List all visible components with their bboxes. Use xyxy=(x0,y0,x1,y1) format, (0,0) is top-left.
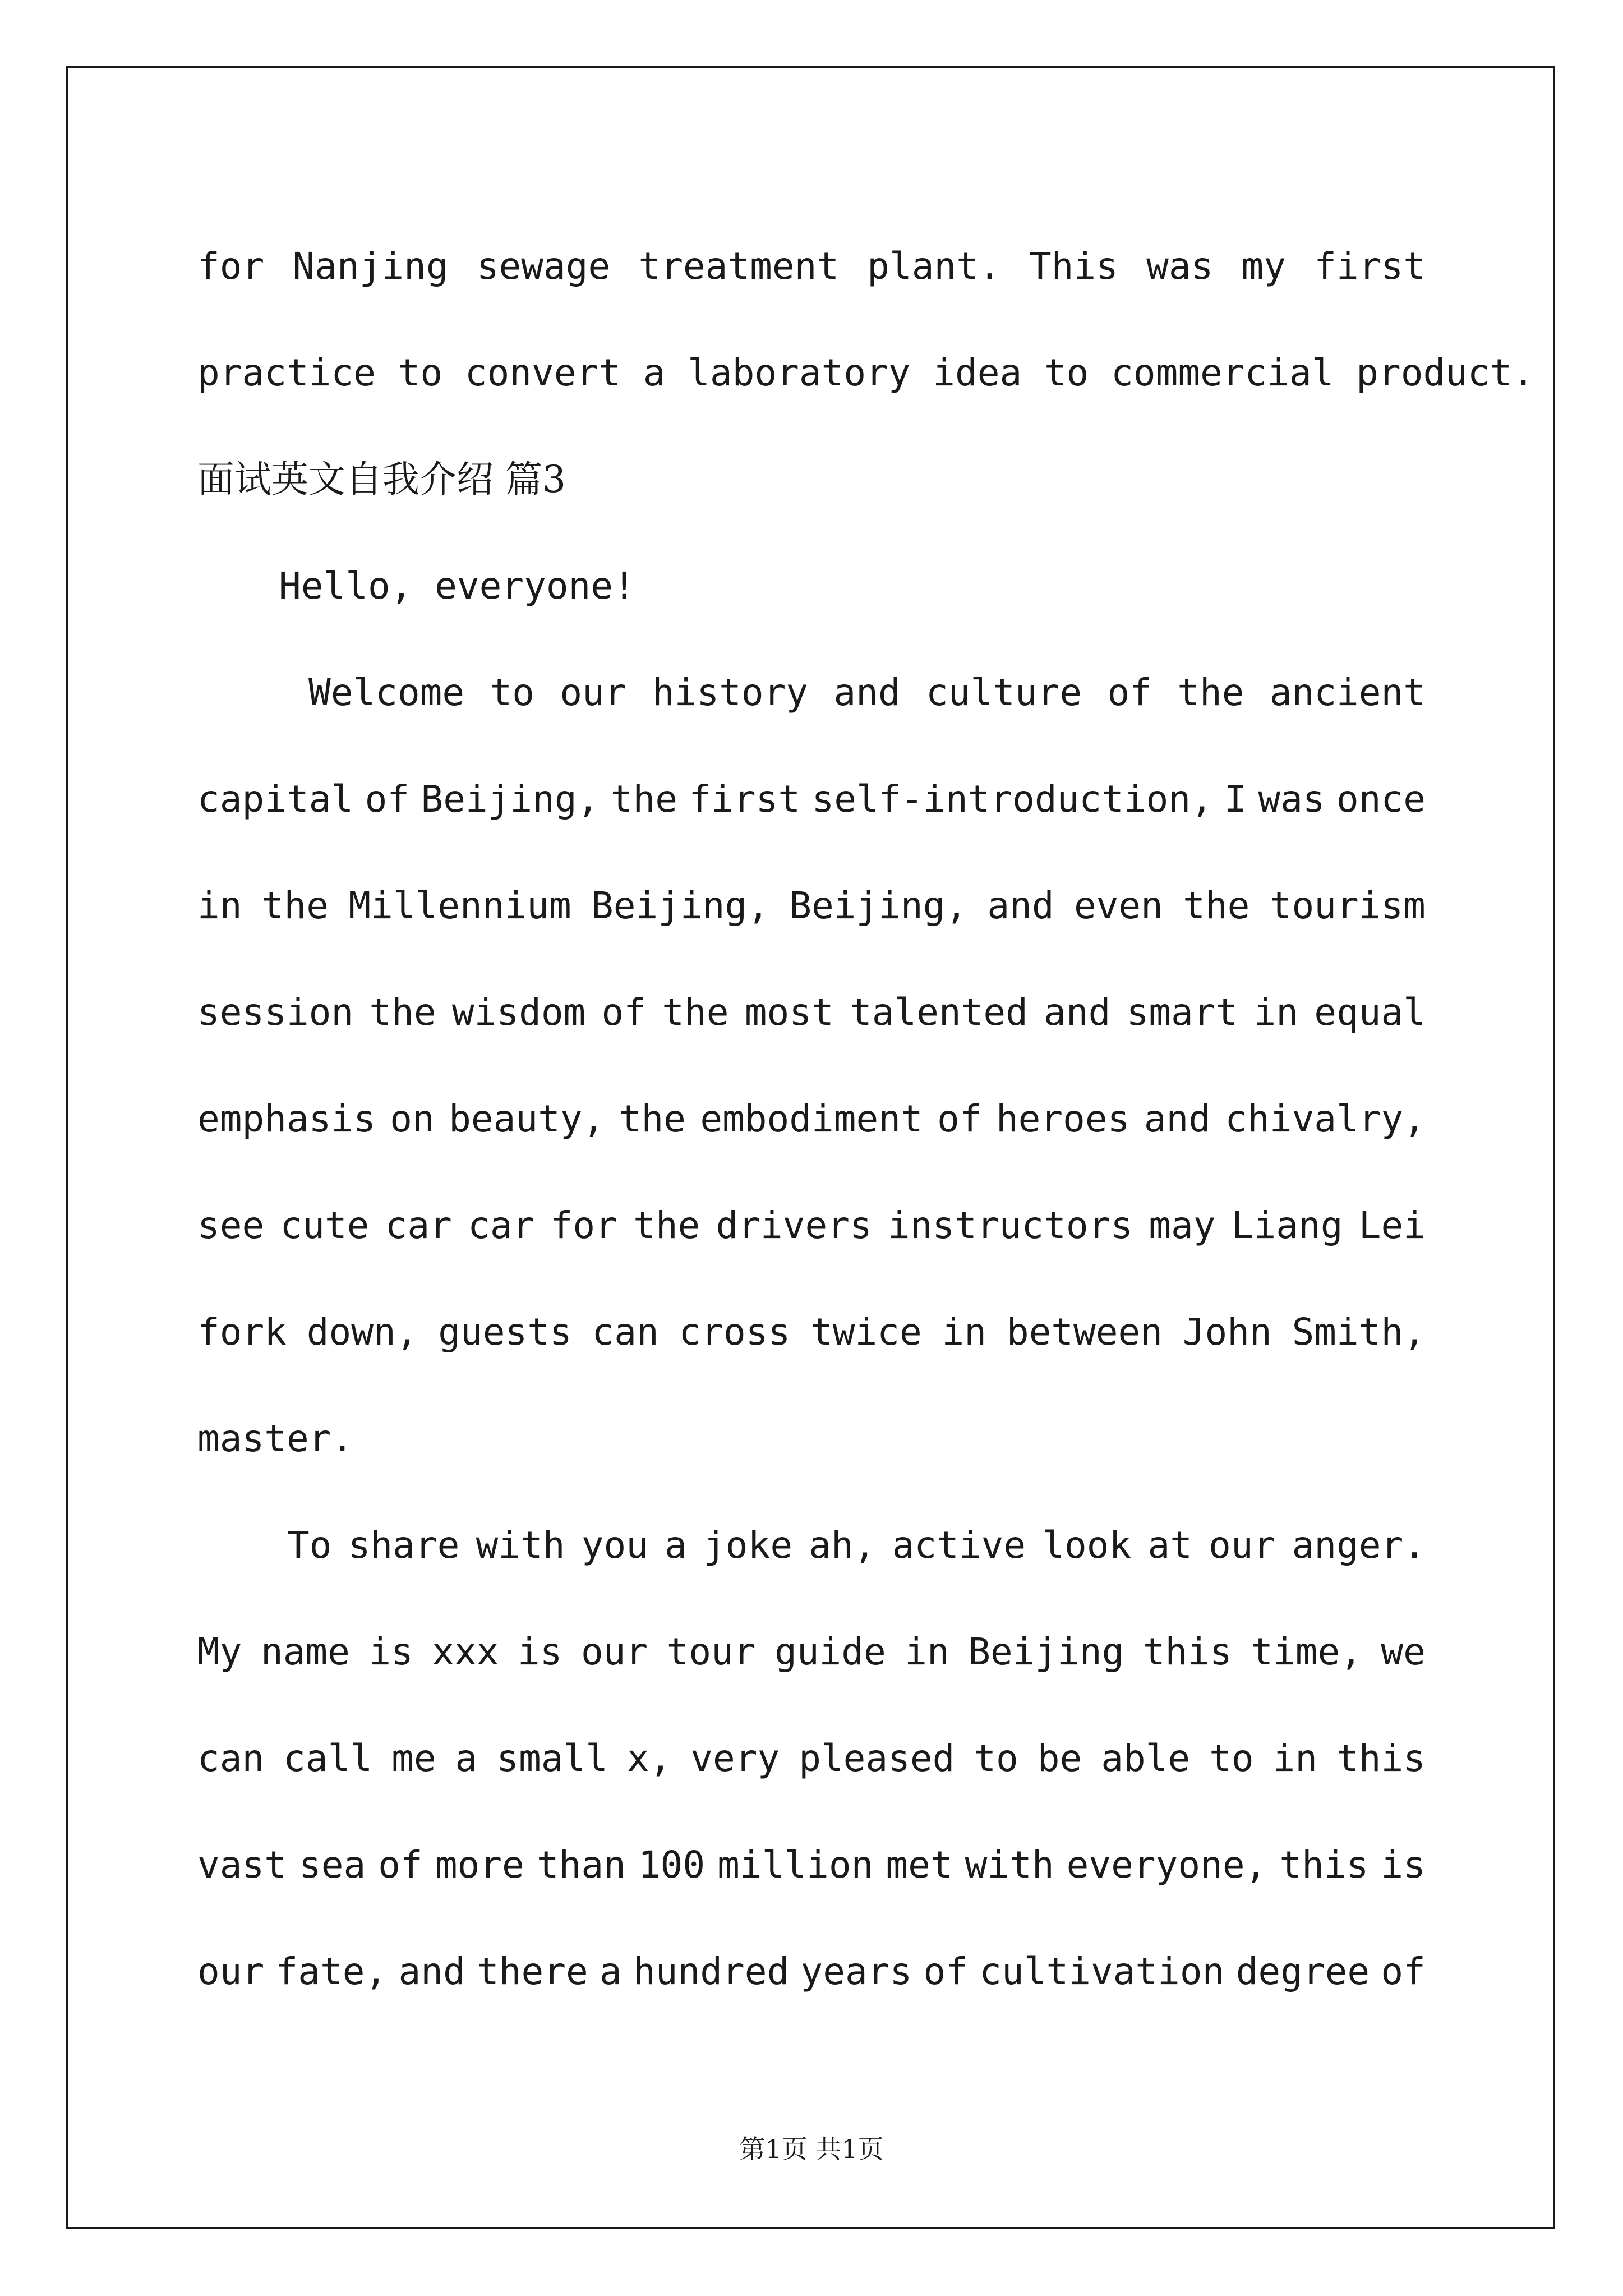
word: John xyxy=(1182,1310,1272,1354)
word: 100 xyxy=(638,1843,706,1887)
word: embodiment xyxy=(700,1097,923,1140)
page-footer: 第1页 共1页 xyxy=(739,2134,884,2164)
word: cultivation xyxy=(979,1950,1225,1993)
word: name xyxy=(260,1630,350,1673)
word: and xyxy=(398,1950,465,1993)
word: talented xyxy=(849,991,1028,1034)
word: beauty, xyxy=(449,1097,605,1140)
word: Millennium xyxy=(348,884,571,927)
word: degree xyxy=(1235,1950,1370,1993)
word: call xyxy=(283,1737,373,1780)
word: more xyxy=(435,1843,524,1887)
word: history xyxy=(652,671,809,714)
word: guests xyxy=(438,1310,572,1354)
text-line xyxy=(197,639,1426,746)
word: smart xyxy=(1126,991,1238,1034)
word: the xyxy=(1183,884,1250,927)
word: is xyxy=(518,1630,562,1673)
word: in xyxy=(1272,1737,1318,1780)
word: of xyxy=(365,777,410,821)
word: self-introduction, xyxy=(811,777,1213,821)
word: than xyxy=(536,1843,626,1887)
word: joke xyxy=(703,1524,793,1567)
word: can xyxy=(197,1737,265,1780)
word: xxx xyxy=(432,1630,499,1673)
word: vast xyxy=(197,1843,287,1887)
word: look xyxy=(1042,1524,1132,1567)
word: our xyxy=(580,1630,648,1673)
text-line xyxy=(197,1812,1426,1918)
word: even xyxy=(1073,884,1163,927)
word: ancient xyxy=(1269,671,1426,714)
word: heroes xyxy=(995,1097,1130,1140)
word: to xyxy=(1209,1737,1254,1780)
word: can xyxy=(592,1310,659,1354)
word: is xyxy=(368,1630,413,1673)
word: was xyxy=(1258,777,1325,821)
word: tourism xyxy=(1269,884,1426,927)
word: car xyxy=(468,1204,535,1247)
word: in xyxy=(1253,991,1298,1034)
word: of xyxy=(1107,671,1152,714)
word: and xyxy=(833,671,901,714)
word: twice xyxy=(810,1310,922,1354)
word: my xyxy=(1241,245,1287,288)
word: Welcome xyxy=(308,671,465,714)
word: our xyxy=(1209,1524,1276,1567)
word: capital xyxy=(197,777,354,821)
word: for xyxy=(197,245,265,288)
word: this xyxy=(1336,1737,1426,1780)
word: a xyxy=(455,1737,478,1780)
word: was xyxy=(1146,245,1214,288)
word: cute xyxy=(280,1204,370,1247)
word: sewage xyxy=(476,245,611,288)
word: met xyxy=(886,1843,953,1887)
word: My xyxy=(197,1630,242,1673)
word: To xyxy=(287,1524,332,1567)
word: instructors xyxy=(887,1204,1133,1247)
word: to xyxy=(974,1737,1018,1780)
word: This xyxy=(1029,245,1118,288)
word: most xyxy=(744,991,834,1034)
text-line xyxy=(197,1599,1426,1705)
word: and xyxy=(1144,1097,1211,1140)
word: of xyxy=(923,1950,968,1993)
word: the xyxy=(369,991,436,1034)
word: our xyxy=(197,1950,265,1993)
word: down, xyxy=(306,1310,418,1354)
word: on xyxy=(390,1097,435,1140)
word: pleased xyxy=(799,1737,955,1780)
word: the xyxy=(633,1204,700,1247)
word: first xyxy=(1314,245,1426,288)
word: fate, xyxy=(275,1950,388,1993)
word: sea xyxy=(299,1843,366,1887)
word: the xyxy=(619,1097,686,1140)
word: and xyxy=(1044,991,1111,1034)
word: Beijing, xyxy=(789,884,968,927)
word: once xyxy=(1336,777,1426,821)
section-heading: 面试英文自我介绍 篇3 xyxy=(197,458,566,501)
word: of xyxy=(601,991,647,1034)
text-line xyxy=(197,213,1426,320)
text-line xyxy=(197,1492,1426,1599)
word: Smith, xyxy=(1292,1310,1426,1354)
word: cross xyxy=(679,1310,791,1354)
word: and xyxy=(987,884,1054,927)
word: between xyxy=(1006,1310,1163,1354)
text-line xyxy=(197,853,1426,959)
word: emphasis xyxy=(197,1097,376,1140)
document-body xyxy=(197,213,1535,2025)
text-line: Hello, everyone! xyxy=(279,564,635,608)
word: of xyxy=(1381,1950,1426,1993)
word: at xyxy=(1147,1524,1192,1567)
word: may xyxy=(1149,1204,1216,1247)
word: be xyxy=(1037,1737,1082,1780)
word: session xyxy=(197,991,354,1034)
word: with xyxy=(965,1843,1054,1887)
word: Liang xyxy=(1231,1204,1343,1247)
word: our xyxy=(560,671,627,714)
word: car xyxy=(385,1204,452,1247)
word: guide xyxy=(774,1630,886,1673)
word: the xyxy=(662,991,729,1034)
text-line xyxy=(197,1918,1426,2025)
word: this xyxy=(1142,1630,1232,1673)
word: fork xyxy=(197,1310,287,1354)
word: plant. xyxy=(867,245,1001,288)
text-line xyxy=(197,959,1426,1066)
word: x, xyxy=(626,1737,672,1780)
text-line xyxy=(197,746,1426,853)
word: in xyxy=(942,1310,987,1354)
word: time, xyxy=(1251,1630,1362,1673)
text-line: master. xyxy=(197,1417,354,1460)
word: to xyxy=(490,671,534,714)
text-line xyxy=(197,1279,1426,1386)
word: is xyxy=(1381,1843,1426,1887)
word: million xyxy=(717,1843,874,1887)
text-line xyxy=(197,1705,1426,1812)
word: see xyxy=(197,1204,265,1247)
word: equal xyxy=(1314,991,1426,1034)
word: drivers xyxy=(716,1204,872,1247)
word: there xyxy=(477,1950,588,1993)
word: a xyxy=(600,1950,622,1993)
text-line: practice to convert a laboratory idea to commercial product. xyxy=(197,351,1535,394)
word: Beijing, xyxy=(591,884,769,927)
word: in xyxy=(197,884,242,927)
word: Beijing, xyxy=(421,777,600,821)
word: me xyxy=(391,1737,436,1780)
word: share xyxy=(348,1524,460,1567)
word: years xyxy=(800,1950,912,1993)
word: the xyxy=(1177,671,1244,714)
word: Beijing xyxy=(968,1630,1124,1673)
word: tour xyxy=(666,1630,756,1673)
text-line xyxy=(197,1172,1426,1279)
word: able xyxy=(1101,1737,1191,1780)
word: Nanjing xyxy=(292,245,449,288)
word: we xyxy=(1381,1630,1426,1673)
word: this xyxy=(1279,1843,1369,1887)
word: treatment xyxy=(638,245,840,288)
word: anger. xyxy=(1292,1524,1426,1567)
word: of xyxy=(378,1843,423,1887)
word: hundred xyxy=(633,1950,790,1993)
word: small xyxy=(496,1737,608,1780)
word: wisdom xyxy=(451,991,586,1034)
word: in xyxy=(905,1630,949,1673)
word: the xyxy=(610,777,678,821)
word: you xyxy=(581,1524,648,1567)
word: the xyxy=(261,884,329,927)
word: with xyxy=(476,1524,565,1567)
word: ah, xyxy=(809,1524,876,1567)
word: active xyxy=(892,1524,1026,1567)
word: first xyxy=(689,777,801,821)
word: everyone, xyxy=(1066,1843,1267,1887)
word: a xyxy=(665,1524,687,1567)
word: of xyxy=(937,1097,982,1140)
word: Lei xyxy=(1358,1204,1426,1247)
word: for xyxy=(550,1204,617,1247)
word: I xyxy=(1224,777,1247,821)
word: very xyxy=(690,1737,780,1780)
text-line xyxy=(197,1066,1426,1172)
word: culture xyxy=(925,671,1082,714)
word: chivalry, xyxy=(1225,1097,1426,1140)
